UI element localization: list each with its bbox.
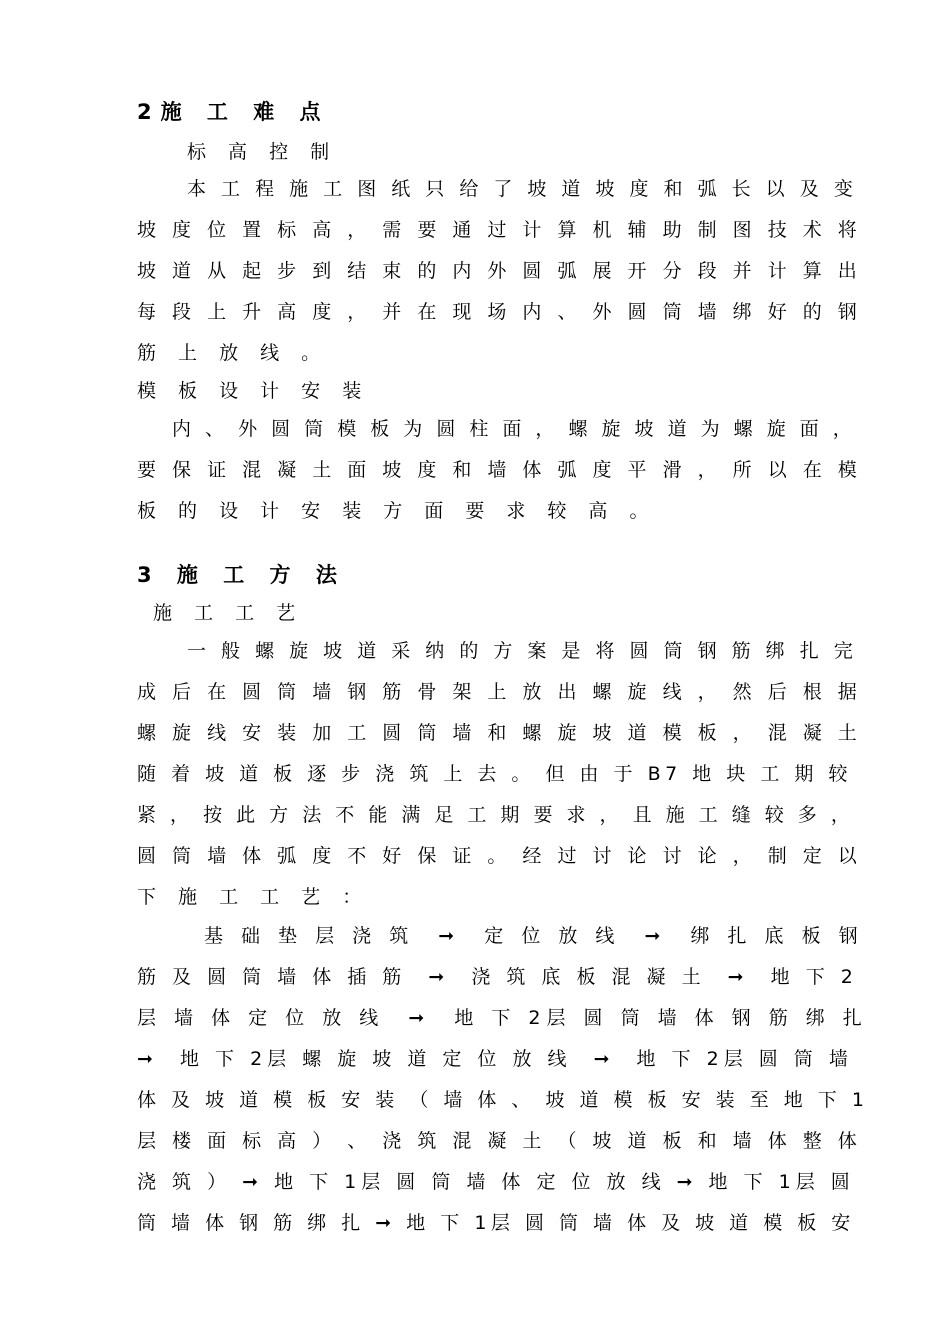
section-3-heading: 3 施 工 方 法 xyxy=(137,563,346,587)
subsection-title: 标 高 控 制 xyxy=(187,141,338,163)
paragraph-line: 基 础 垫 层 浇 筑 ➞ 定 位 放 线 ➞ 绑 扎 底 板 钢 xyxy=(204,925,864,947)
subsection-title: 模 板 设 计 安 装 xyxy=(137,380,370,402)
paragraph-line: 螺 旋 线 安 装 加 工 圆 筒 墙 和 螺 旋 坡 道 模 板 ， 混 凝 土 xyxy=(137,722,862,744)
paragraph-line: 坡 度 位 置 标 高 ， 需 要 通 过 计 算 机 辅 助 制 图 技 术 将 xyxy=(137,219,862,241)
paragraph-line: 体 及 坡 道 模 板 安 装 （ 墙 体 、 坡 道 模 板 安 装 至 地 下 1 xyxy=(137,1089,869,1111)
paragraph-line: 一 般 螺 旋 坡 道 采 纳 的 方 案 是 将 圆 筒 钢 筋 绑 扎 完 xyxy=(187,640,858,662)
paragraph-line: 本 工 程 施 工 图 纸 只 给 了 坡 道 坡 度 和 弧 长 以 及 变 xyxy=(187,178,858,200)
paragraph-line: 层 墙 体 定 位 放 线 ➞ 地 下 2层 圆 筒 墙 体 钢 筋 绑 扎 xyxy=(137,1007,868,1029)
paragraph-line: 随 着 坡 道 板 逐 步 浇 筑 上 去 。 但 由 于 B7 地 块 工 期 较 xyxy=(137,763,852,785)
paragraph-line: 层 楼 面 标 高 ） 、 浇 筑 混 凝 土 （ 坡 道 板 和 墙 体 整 体 xyxy=(137,1130,862,1152)
paragraph-line: 浇 筑 ） ➞ 地 下 1层 圆 筒 墙 体 定 位 放 线 ➞ 地 下 1层 圆 xyxy=(137,1171,855,1193)
subsection-title: 施 工 工 艺 xyxy=(153,602,304,624)
paragraph-line: 筋 上 放 线 。 xyxy=(137,342,329,364)
paragraph-line: 内 、 外 圆 筒 模 板 为 圆 柱 面 ， 螺 旋 坡 道 为 螺 旋 面 ， xyxy=(172,418,856,440)
paragraph-line: 板 的 设 计 安 装 方 面 要 求 较 高 。 xyxy=(137,500,657,522)
paragraph-line: 下 施 工 工 艺 ： xyxy=(137,886,370,908)
paragraph-line: 要 保 证 混 凝 土 面 坡 度 和 墙 体 弧 度 平 滑 ， 所 以 在 模 xyxy=(137,459,862,481)
paragraph-line: 筒 墙 体 钢 筋 绑 扎 ➞ 地 下 1层 圆 筒 墙 体 及 坡 道 模 板 安 xyxy=(137,1212,855,1234)
paragraph-line: ➞ 地 下 2层 螺 旋 坡 道 定 位 放 线 ➞ 地 下 2层 圆 筒 墙 xyxy=(137,1048,853,1070)
paragraph-line: 紧 ， 按 此 方 法 不 能 满 足 工 期 要 求 ， 且 施 工 缝 较 多 ， xyxy=(137,804,854,826)
section-2-heading: 2施 工 难 点 xyxy=(137,100,330,124)
paragraph-line: 圆 筒 墙 体 弧 度 不 好 保 证 。 经 过 讨 论 讨 论 ， 制 定 以 xyxy=(137,845,862,867)
paragraph-line: 成 后 在 圆 筒 墙 钢 筋 骨 架 上 放 出 螺 旋 线 ， 然 后 根 据 xyxy=(137,681,862,703)
paragraph-line: 每 段 上 升 高 度 ， 并 在 现 场 内 、 外 圆 筒 墙 绑 好 的 钢 xyxy=(137,301,862,323)
paragraph-line: 坡 道 从 起 步 到 结 束 的 内 外 圆 弧 展 开 分 段 并 计 算 出 xyxy=(137,260,862,282)
paragraph-line: 筋 及 圆 筒 墙 体 插 筋 ➞ 浇 筑 底 板 混 凝 土 ➞ 地 下 2 xyxy=(137,966,858,988)
